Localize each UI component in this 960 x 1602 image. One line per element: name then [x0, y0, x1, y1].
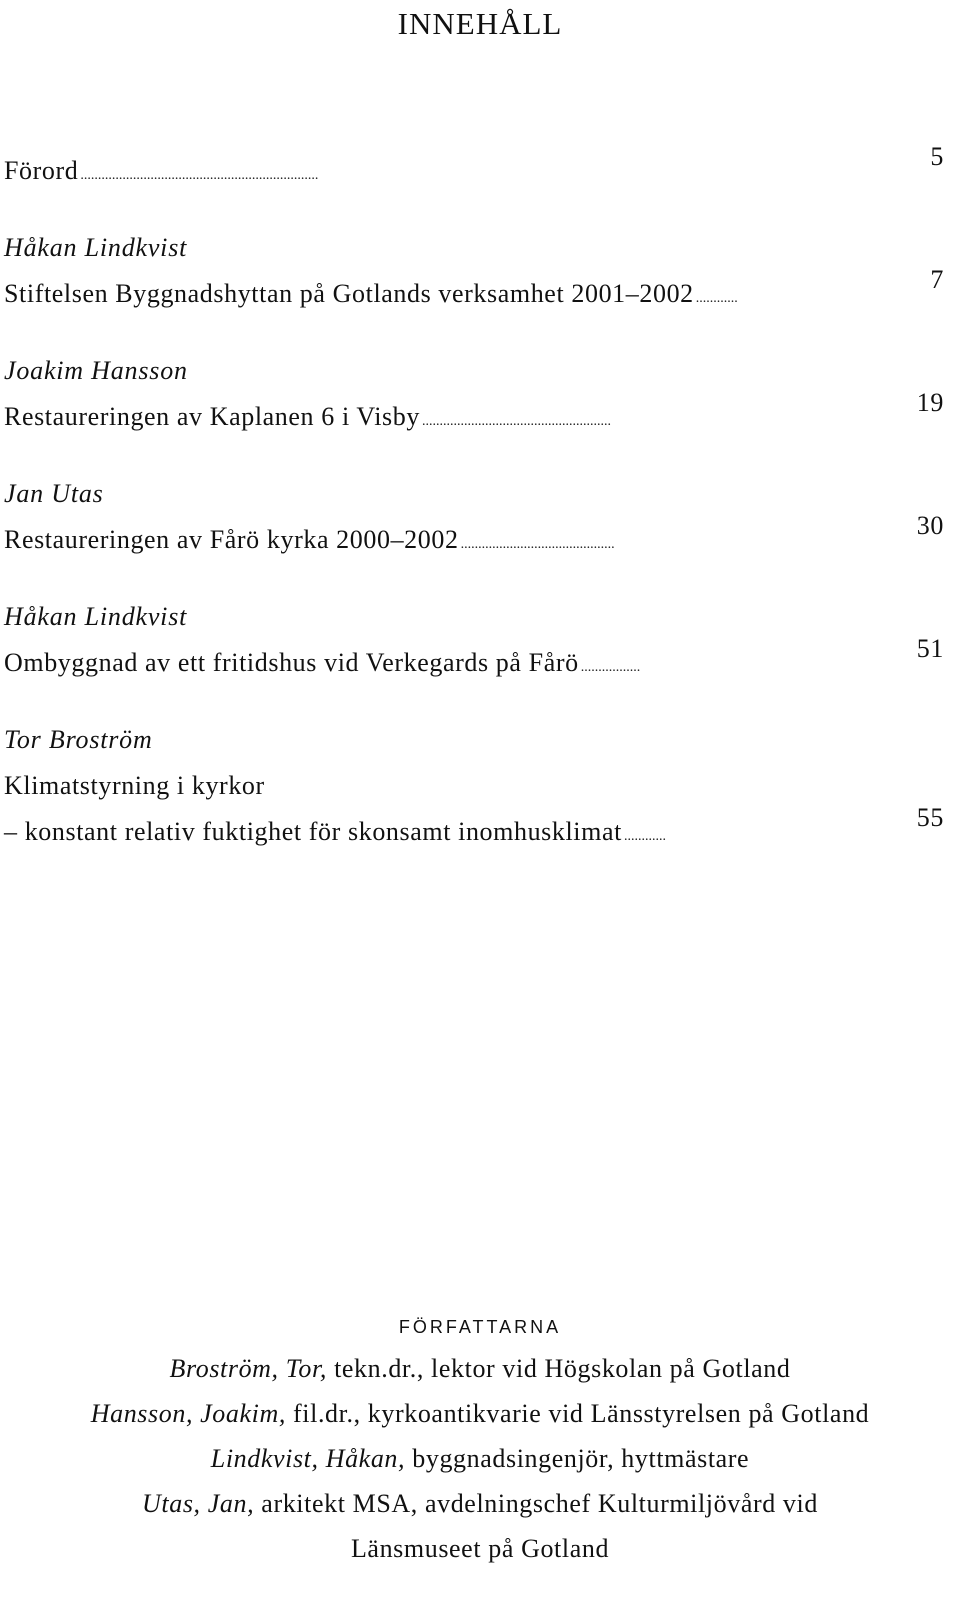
dot-leader: ............: [623, 829, 666, 844]
toc-page-number: 30: [916, 511, 944, 540]
toc-entry-faro-kyrka[interactable]: [4, 471, 944, 568]
toc-entry-title: Restaureringen av Fårö kyrka 2000–2002: [4, 525, 459, 554]
toc-entry-klimatstyrning[interactable]: [4, 717, 944, 860]
author-name: Broström, Tor,: [169, 1354, 327, 1383]
toc-entry-foreword[interactable]: [4, 142, 944, 199]
toc-entry-title: Ombyggnad av ett fritidshus vid Verkegards på Fårö: [4, 648, 579, 677]
toc-entry-title: Stiftelsen Byggnadshyttan på Gotlands verksamhet 2001–2002: [4, 279, 694, 308]
author-name: Lindkvist, Håkan,: [210, 1444, 406, 1473]
toc-page-number: 7: [930, 265, 944, 294]
toc-page-number: 55: [916, 803, 944, 832]
toc-entry-title: Förord: [4, 156, 79, 185]
toc-author: Jan Utas: [4, 479, 104, 508]
toc-entry-byggnadshyttan[interactable]: [4, 225, 944, 322]
author-description: tekn.dr., lektor vid Högskolan på Gotland: [326, 1354, 791, 1383]
author-entry: [0, 1346, 960, 1391]
dot-leader: .................: [580, 660, 641, 675]
table-of-contents: [4, 142, 944, 886]
author-name: Hansson, Joakim,: [90, 1399, 286, 1428]
toc-author: Håkan Lindkvist: [4, 233, 188, 262]
author-entry: [0, 1391, 960, 1436]
toc-entry-kaplanen[interactable]: [4, 348, 944, 445]
dot-leader: ......................................................: [421, 414, 611, 429]
toc-entry-title-line: Klimatstyrning i kyrkor: [4, 771, 265, 800]
dot-leader: ............................................: [460, 537, 615, 552]
toc-page-number: 51: [916, 634, 944, 663]
toc-page-number: 5: [930, 142, 944, 171]
author-entry: [0, 1436, 960, 1481]
page-title: INNEHÅLL: [397, 6, 563, 41]
toc-entry-fritidshus[interactable]: [4, 594, 944, 691]
toc-author: Tor Broström: [4, 725, 153, 754]
toc-author: Joakim Hansson: [4, 356, 188, 385]
dot-leader: ....................................................................: [80, 168, 319, 183]
toc-entry-title: Restaureringen av Kaplanen 6 i Visby: [4, 402, 420, 431]
authors-heading: FÖRFATTARNA: [398, 1317, 562, 1337]
author-description: Länsmuseet på Gotland: [350, 1534, 610, 1563]
author-description: fil.dr., kyrkoantikvarie vid Länsstyrelsen på Gotland: [285, 1399, 870, 1428]
author-description: arkitekt MSA, avdelningschef Kulturmiljövård vid: [254, 1489, 818, 1518]
toc-page-number: 19: [916, 388, 944, 417]
author-name: Utas, Jan,: [142, 1489, 255, 1518]
author-entry-continuation: [0, 1526, 960, 1571]
toc-entry-subtitle: – konstant relativ fuktighet för skonsamt inomhusklimat: [4, 817, 622, 846]
dot-leader: ............: [695, 291, 738, 306]
toc-author: Håkan Lindkvist: [4, 602, 188, 631]
author-description: byggnadsingenjör, hyttmästare: [405, 1444, 750, 1473]
author-entry: [0, 1481, 960, 1526]
authors-section: [0, 1310, 960, 1571]
